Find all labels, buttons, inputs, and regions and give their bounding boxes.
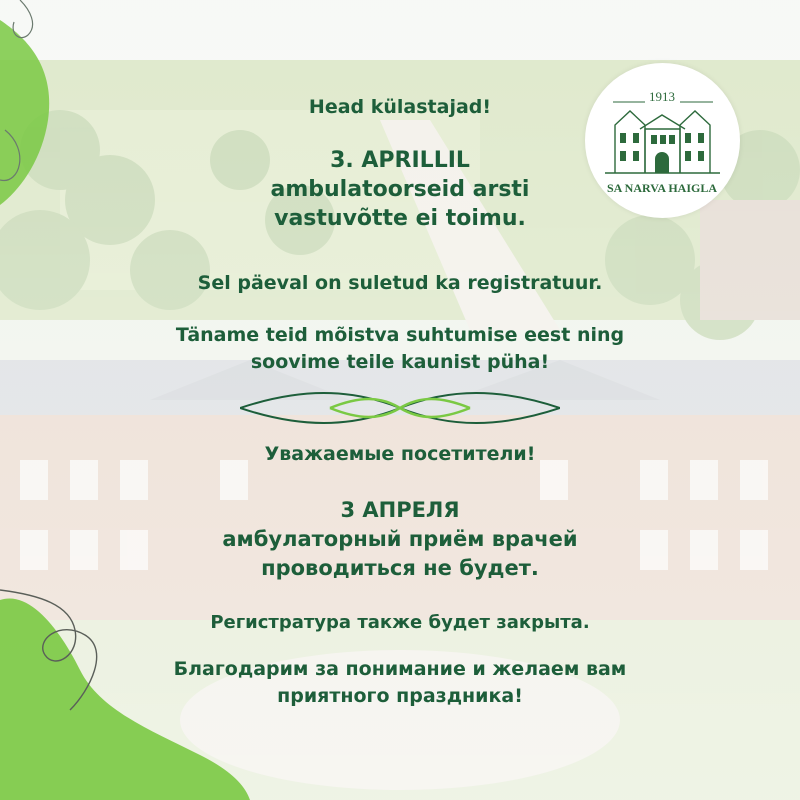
- closure-line3-estonian: vastuvõtte ei toimu.: [274, 206, 526, 231]
- thanks-russian: [0, 656, 800, 710]
- thanks-line2-estonian: soovime teile kaunist püha!: [250, 351, 550, 373]
- closure-date-russian: 3 АПРЕЛЯ: [340, 498, 460, 522]
- thanks-line2-russian: приятного праздника!: [277, 685, 523, 707]
- thanks-line1-russian: Благодарим за понимание и желаем вам: [173, 658, 627, 680]
- greeting-russian: Уважаемые посетители!: [264, 443, 536, 465]
- closure-line3-russian: проводиться не будет.: [261, 556, 539, 580]
- closure-notice-estonian: [0, 146, 800, 233]
- registry-notice-estonian: Sel päeval on suletud ka registratuur.: [197, 272, 603, 294]
- logo-year: 1913: [649, 89, 675, 104]
- thanks-estonian: [0, 322, 800, 376]
- registry-notice-russian: Регистратура также будет закрыта.: [210, 612, 590, 633]
- greeting-estonian: Head külastajad!: [308, 96, 492, 118]
- logo-name: SA NARVA HAIGLA: [606, 181, 718, 195]
- wave-divider: [240, 388, 560, 428]
- closure-line2-russian: амбулаторный приём врачей: [222, 527, 578, 551]
- thanks-line1-estonian: Täname teid mõistva suhtumise eest ning: [175, 324, 625, 346]
- closure-notice-russian: [0, 496, 800, 583]
- closure-date-estonian: 3. APRILLIL: [330, 148, 470, 173]
- closure-line2-estonian: ambulatoorseid arsti: [270, 177, 530, 202]
